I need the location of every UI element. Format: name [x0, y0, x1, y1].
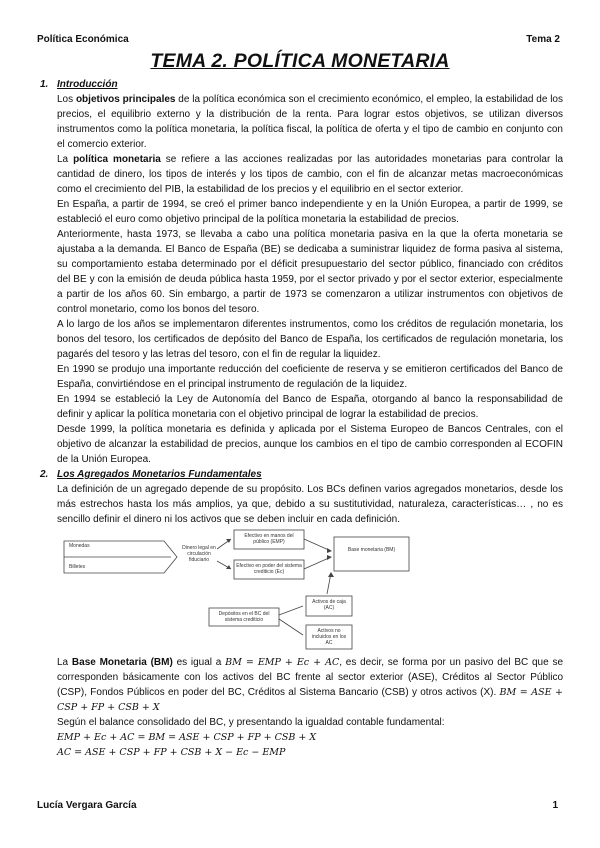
bold-term: Base Monetaria (BM)	[71, 657, 173, 668]
footer-page-number: 1	[552, 800, 558, 811]
label-cash-assets: Activos de caja (AC)	[312, 599, 346, 611]
paragraph-before-1973: Anteriormente, hasta 1973, se llevaba a cabo una política monetaria pasiva en la que la oferta monetaria se ajustaba a la demanda. El Banco de España (BE) se dedicaba a suministrar liquidez de forma pasiva al sistema, su comportamiento estaba determinado por el déficit presupuestario del sector público, financiado con créditos del BE y con la emisión de deuda pública hasta 1959, por el sector privado y por el sector exterior, especialmente a partir de los años 60. Sin embargo, a partir de 1973 se comenzaron a utilizar instrumentos con objetivos de control monetario, como los bonos del tesoro.	[57, 229, 563, 315]
label-bank-cash: Efectivo en poder del sistema crediticio (Ec)	[236, 563, 302, 575]
paragraph-1999: Desde 1999, la política monetaria es definida y aplicada por el Sistema Europeo de Bancos Centrales, con el objetivo de alcanzar la estabilidad de precios, aunque los cambios en el tipo de cambio corresponden al ECOFIN de la Unión Europea.	[57, 424, 563, 465]
paragraph-balance: Según el balance consolidado del BC, y presentando la igualdad contable fundamental:	[57, 717, 445, 728]
bold-term: objetivos principales	[75, 94, 176, 105]
paragraph-monetary-policy	[37, 152, 563, 197]
text-run: es igual a	[172, 657, 226, 668]
label-other-assets: Activos no incluidos en los AC	[311, 628, 347, 646]
document-body	[37, 77, 563, 760]
label-monetary-base: Base monetaria (BM)	[347, 547, 396, 553]
label-banknotes: Billetes	[69, 564, 86, 570]
text-run: , es decir, se forma por un pasivo del BC que se corresponden básicamente con los activos del BC frente al sector exterior (ASE), Créditos al Sector Público (CSP), Fondos Públicos en poder del BC, Créditos al Sistema Bancario (CSB) y otros activos (X).	[57, 657, 564, 698]
text-run: La	[57, 154, 74, 165]
text-run: se refiere a las acciones realizadas por las autoridades monetarias para controlar la cantidad de dinero, los tipos de interés y los tipos de cambio, con el fin de alcanzar metas macroeconómicas como el crecimiento del PIB, la estabilidad de los precios y el equilibrio en el sector exterior.	[57, 154, 564, 195]
monetary-base-diagram	[59, 527, 559, 655]
label-deposits: Depósitos en el BC del sistema crediticio	[218, 611, 270, 623]
header-subject: Política Económica	[37, 34, 129, 45]
paragraph-1994-law: En 1994 se estableció la Ley de Autonomía del Banco de España, otorgando al banco la responsabilidad de definir y aplicar la política monetaria con el objetivo principal de lograr la estabilidad de precios.	[57, 394, 563, 420]
section-2-number: 2.	[40, 469, 49, 480]
paragraph-instruments: A lo largo de los años se implementaron diferentes instrumentos, como los créditos de regulación monetaria, los bonos del tesoro, los certificados de depósito del Banco de España, los certificados de regulación monetaria, los pagarés del tesoro y las letras del tesoro, con el fin de regular la liquidez.	[57, 319, 563, 360]
paragraph-spain-1994: En España, a partir de 1994, se creó el primer banco independiente y en la Unión Europea, a partir de 1999, se estableció el euro como objetivo principal de la política monetaria la estabilidad de precios.	[57, 199, 563, 225]
equation-fundamental: EMP + Ec + AC = BM = ASE + CSP + FP + CSB + X	[57, 732, 317, 743]
paragraph-aggregates: La definición de un agregado depende de su propósito. Los BCs definen varios agregados monetarios, desde los más estrechos hasta los más amplios, ya que, debido a su sustitutividad, naturaleza, características… , no es sencillo definir el dinero ni los activos que se deben incluir en cada definición.	[57, 484, 563, 525]
section-1-title: Introducción	[57, 79, 118, 90]
equation-bm-assets: BM = ASE + CSP + FP + CSB + X	[57, 687, 563, 713]
paragraph-monetary-base	[37, 655, 563, 715]
section-1-number: 1.	[40, 79, 49, 90]
footer-author: Lucía Vergara García	[37, 800, 137, 811]
header-topic: Tema 2	[526, 34, 560, 45]
bold-term: política monetaria	[73, 154, 161, 165]
paragraph-objectives	[37, 92, 563, 152]
section-1-heading	[37, 77, 563, 92]
text-run: de la política económica son el crecimiento económico, el empleo, la estabilidad de los precios, el equilibrio externo y la distribución de la renta. Para lograr estos objetivos, se utilizan diversos instrumentos como la política monetaria, la política fiscal, la política de oferta y el tipo de cambio en conjunto con el comercio exterior.	[57, 94, 563, 150]
label-circulation: Dinero legal en circulación fiduciario	[182, 545, 216, 563]
equation-cash-assets: AC = ASE + CSP + FP + CSB + X − Ec − EMP	[57, 747, 286, 758]
text-run: Los	[57, 94, 76, 105]
paragraph-1990: En 1990 se produjo una importante reducción del coeficiente de reserva y se emitieron certificados del Banco de España, convirtiéndose en el principal instrumento de regulación de la liquidez.	[57, 364, 563, 390]
equation-bm-liabilities: BM = EMP + Ec + AC	[225, 657, 340, 668]
page-footer	[37, 800, 560, 816]
label-coins: Monedas	[69, 543, 90, 549]
page-header	[37, 34, 560, 48]
document-title: TEMA 2. POLÍTICA MONETARIA	[150, 50, 450, 72]
label-public-cash: Efectivo en manos del público (EMP)	[244, 533, 294, 545]
section-2-title: Los Agregados Monetarios Fundamentales	[57, 469, 262, 480]
section-2-heading	[37, 467, 563, 482]
text-run: La	[57, 657, 72, 668]
